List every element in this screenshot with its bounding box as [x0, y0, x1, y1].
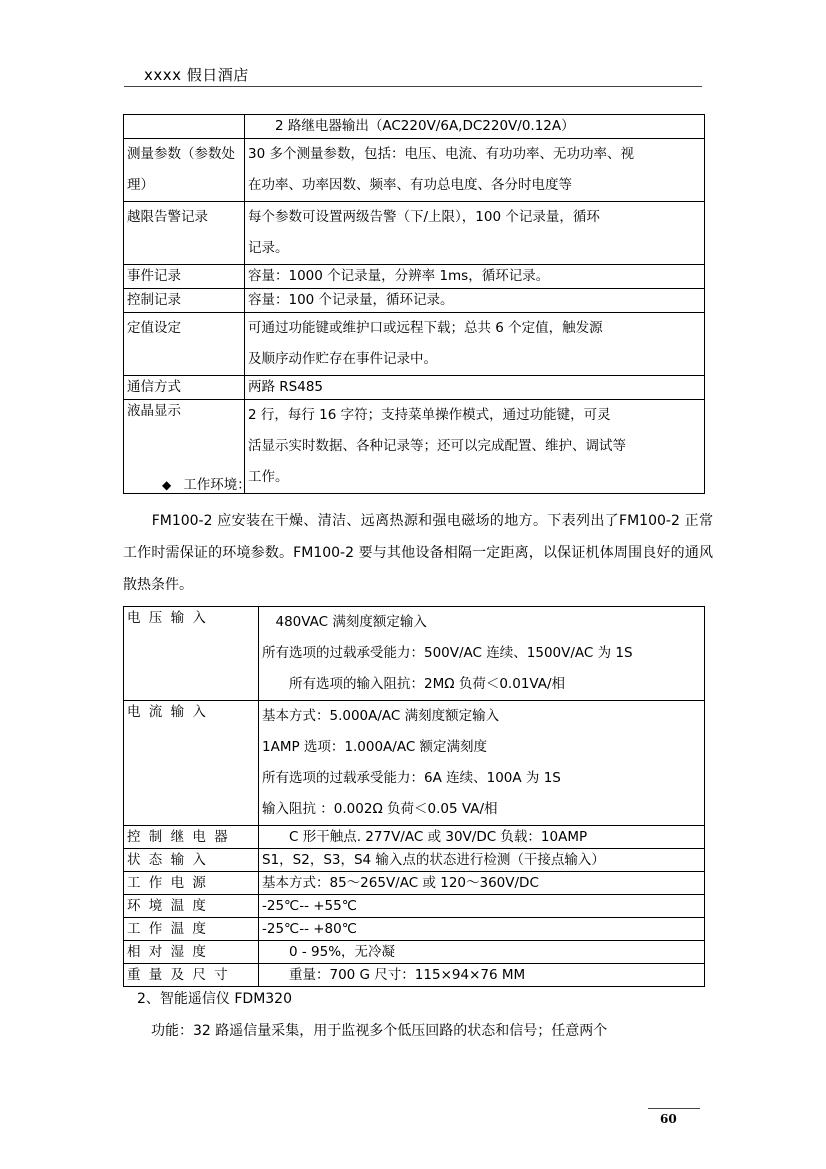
spec-label: 通信方式	[124, 376, 245, 400]
env-label: 控 制 继 电 器	[124, 826, 259, 849]
table-row	[124, 115, 705, 139]
spec-label: 液晶显示	[124, 400, 245, 494]
env-label: 工 作 电 源	[124, 872, 259, 895]
env-label: 电 压 输 入	[124, 607, 259, 701]
env-value: -25℃-- +80℃	[259, 918, 705, 941]
table-row	[124, 265, 705, 289]
table-row	[124, 313, 705, 376]
table-row	[124, 964, 705, 987]
section-title: 工作环境：	[183, 477, 251, 493]
paragraph-function: 功能：32 路遥信量采集，用于监视多个低压回路的状态和信号；任意两个	[123, 1023, 608, 1039]
diamond-bullet-icon: ◆	[162, 478, 172, 492]
spec-label: 控制记录	[124, 289, 245, 313]
table-row	[124, 918, 705, 941]
spec-value: 2 行，每行 16 字符；支持菜单操作模式，通过功能键，可灵 活显示实时数据、各种记录等；还可以完成配置、维护、调试等 工作。	[245, 400, 705, 494]
env-label: 工 作 温 度	[124, 918, 259, 941]
env-value: 基本方式：85～265V/AC 或 120～360V/DC	[259, 872, 705, 895]
page-header-title: xxxx 假日酒店	[144, 66, 249, 84]
env-value: 基本方式：5.000A/AC 满刻度额定输入 1AMP 选项：1.000A/AC 额定满刻度 所有选项的过载承受能力：6A 连续、100A 为 1S 输入阻抗 ：0.002Ω 负荷＜0.05 VA/相	[259, 701, 705, 826]
env-table	[123, 606, 705, 987]
footer-rule	[648, 1108, 700, 1109]
spec-value: 2 路继电器输出（AC220V/6A,DC220V/0.12A）	[245, 115, 705, 139]
env-label: 环 境 温 度	[124, 895, 259, 918]
table-row	[124, 376, 705, 400]
table-row	[124, 202, 705, 265]
spec-value: 可通过功能键或维护口或远程下载；总共 6 个定值，触发源 及顺序动作贮存在事件记录中。	[245, 313, 705, 376]
spec-label: 测量参数（参数处理）	[124, 139, 245, 202]
spec-value: 容量：1000 个记录量，分辨率 1ms，循环记录。	[245, 265, 705, 289]
spec-label	[124, 115, 245, 139]
env-value: 重量：700 G 尺寸：115×94×76 MM	[259, 964, 705, 987]
spec-value: 两路 RS485	[245, 376, 705, 400]
spec-value: 容量：100 个记录量，循环记录。	[245, 289, 705, 313]
env-label: 重 量 及 尺 寸	[124, 964, 259, 987]
env-label: 状 态 输 入	[124, 849, 259, 872]
table-row	[124, 941, 705, 964]
env-label: 电 流 输 入	[124, 701, 259, 826]
spec-label: 定值设定	[124, 313, 245, 376]
spec-value: 30 多个测量参数，包括：电压、电流、有功功率、无功功率、视 在功率、功率因数、频率、有功总电度、各分时电度等	[245, 139, 705, 202]
table-row	[124, 701, 705, 826]
env-value: -25℃-- +55℃	[259, 895, 705, 918]
table-row	[124, 826, 705, 849]
table-row	[124, 872, 705, 895]
table-row	[124, 895, 705, 918]
section-heading-env	[162, 473, 251, 493]
table-row	[124, 849, 705, 872]
table-row	[124, 289, 705, 313]
spec-label: 越限告警记录	[124, 202, 245, 265]
spec-label: 事件记录	[124, 265, 245, 289]
spec-table	[123, 114, 705, 494]
table-row	[124, 139, 705, 202]
paragraph-env: FM100-2 应安装在干燥、清洁、远离热源和强电磁场的地方。下表列出了FM100-2 正常工作时需保证的环境参数。FM100-2 要与其他设备相隔一定距离，以保证机体周围良好的通风散热条件。	[123, 513, 713, 593]
env-value: 480VAC 满刻度额定输入 所有选项的过载承受能力：500V/AC 连续、1500V/AC 为 1S 所有选项的输入阻抗：2MΩ 负荷＜0.01VA/相	[259, 607, 705, 701]
page-number: 60	[660, 1112, 677, 1126]
env-label: 相 对 湿 度	[124, 941, 259, 964]
env-value: 0 - 95%，无冷凝	[259, 941, 705, 964]
section2-heading: 2、智能遥信仪 FDM320	[123, 991, 292, 1007]
spec-value: 每个参数可设置两级告警（下/上限），100 个记录量，循环 记录。	[245, 202, 705, 265]
env-value: S1，S2，S3，S4 输入点的状态进行检测（干接点输入）	[259, 849, 705, 872]
table-row	[124, 607, 705, 701]
header-rule	[124, 86, 702, 87]
env-value: C 形干触点. 277V/AC 或 30V/DC 负载：10AMP	[259, 826, 705, 849]
